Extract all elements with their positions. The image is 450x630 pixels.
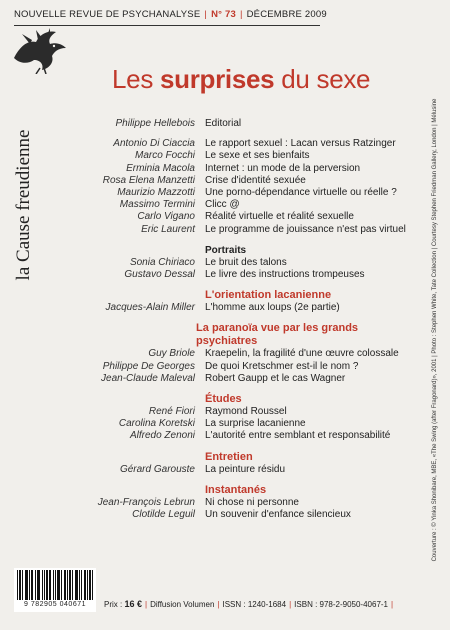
toc-article-title: Raymond Roussel — [205, 406, 287, 418]
header-separator: | — [239, 9, 243, 20]
footer: Prix : 16 € | Diffusion Volumen | ISSN : 1240-1684 | ISBN : 978-2-9050-4067-1 | — [104, 599, 394, 609]
toc-entry — [40, 257, 410, 269]
toc-entry — [40, 406, 410, 418]
toc-entry — [40, 211, 410, 223]
toc-author: Antonio Di Ciaccia — [113, 138, 195, 150]
toc-entry — [40, 430, 410, 442]
toc-article-title: Le bruit des talons — [205, 256, 287, 268]
toc-author: Gérard Garouste — [119, 463, 195, 475]
toc-article-title: Kraepelin, la fragilité d'une œuvre colossale — [205, 348, 399, 360]
toc-author: Guy Briole — [148, 348, 195, 360]
toc-article-title: Ni chose ni personne — [205, 496, 299, 508]
toc-entry — [40, 302, 410, 314]
toc-author: Erminia Macola — [126, 162, 195, 174]
side-credit — [426, 70, 444, 590]
vertical-journal-title — [12, 80, 36, 330]
toc-article-title: Robert Gaupp et le cas Wagner — [205, 372, 346, 384]
header-rule — [14, 25, 320, 26]
price-label: Prix : — [104, 600, 125, 609]
toc-article-title: Editorial — [205, 118, 242, 129]
toc-author: Sonia Chiriaco — [129, 256, 195, 268]
barcode — [14, 568, 96, 612]
toc-entry — [40, 418, 410, 430]
toc-entry — [40, 361, 410, 373]
toc-article-title: L'autorité entre semblant et responsabilité — [205, 430, 391, 442]
toc-author: Jacques-Alain Miller — [105, 302, 195, 314]
toc-entry — [40, 224, 410, 236]
issue-date: DÉCEMBRE 2009 — [246, 9, 327, 20]
toc-author: Eric Laurent — [141, 223, 195, 235]
toc-author: Carolina Koretski — [118, 418, 195, 430]
toc-article-title: Le programme de jouissance n'est pas virtuel — [205, 223, 406, 235]
isbn: ISBN : 978-2-9050-4067-1 — [294, 600, 389, 609]
toc-entry — [40, 464, 410, 476]
page-title: Les surprises du sexe — [112, 64, 371, 94]
toc-author: René Fiori — [148, 406, 195, 418]
barcode-number: 9 782905 040671 — [24, 601, 86, 608]
toc-entry — [40, 269, 410, 281]
side-credit-text: Couverture : © Yinka Shonibare, MBE, «The Swing (after Fragonard)», 2001 | Photo : Stephen White, Tate Collection | Courtesy Stephen Friedman Gallery, London | Mélusine — [432, 98, 438, 562]
journal-header — [14, 9, 327, 20]
toc-article-title: Le rapport sexuel : Lacan versus Ratzinger — [205, 138, 396, 150]
toc-article-title: La peinture résidu — [205, 463, 286, 475]
toc-article-title: De quoi Kretschmer est-il le nom ? — [205, 360, 359, 372]
toc-entry — [40, 175, 410, 187]
toc-author: Rosa Elena Manzetti — [102, 174, 195, 186]
toc-article-title: Un souvenir d'enfance silencieux — [205, 509, 351, 521]
toc-section — [40, 451, 410, 464]
toc-entry — [40, 150, 410, 162]
toc-article-title: Réalité virtuelle et réalité sexuelle — [205, 211, 354, 223]
toc-author: Philippe Hellebois — [115, 118, 195, 129]
toc-entry — [40, 509, 410, 521]
issue-number: N° 73 — [211, 9, 236, 20]
toc-section-heading: Entretien — [205, 450, 253, 463]
distribution: Diffusion Volumen — [150, 600, 215, 609]
toc-author: Jean-Claude Maleval — [101, 372, 195, 384]
toc-article-title: Crise d'identité sexuée — [205, 174, 306, 186]
price: 16 € — [124, 599, 142, 609]
toc-entry — [40, 199, 410, 211]
toc-section-heading: L'orientation lacanienne — [205, 289, 332, 302]
header-separator: | — [204, 9, 208, 20]
toc-entry — [40, 348, 410, 360]
barcode-bars — [17, 570, 93, 600]
toc-article-title: Clicc @ — [205, 199, 240, 211]
toc-article-title: Une porno-dépendance virtuelle ou réelle ? — [205, 187, 397, 199]
toc-section — [40, 393, 410, 406]
toc-author: Jean-François Lebrun — [97, 496, 195, 508]
toc-author: Carlo Vigano — [137, 211, 195, 223]
toc-section — [40, 244, 410, 257]
toc-author: Gustavo Dessal — [124, 269, 195, 281]
table-of-contents — [40, 118, 410, 521]
toc-author: Philippe De Georges — [102, 360, 195, 372]
toc-article-title: L'homme aux loups (2e partie) — [205, 302, 340, 314]
toc-author: Clotilde Leguil — [132, 509, 195, 521]
toc-author: Marco Focchi — [134, 150, 195, 162]
toc-section-heading: Portraits — [205, 244, 247, 256]
toc-gap — [40, 130, 410, 138]
toc-entry — [40, 163, 410, 175]
toc-entry — [40, 497, 410, 509]
toc-entry — [40, 118, 410, 130]
toc-article-title: La surprise lacanienne — [205, 418, 306, 430]
bird-logo-icon — [10, 28, 68, 74]
toc-article-title: Le livre des instructions trompeuses — [205, 269, 365, 281]
journal-name: NOUVELLE REVUE DE PSYCHANALYSE — [14, 9, 201, 20]
toc-section-heading: La paranoïa vue par les grands psychiatres — [196, 322, 359, 348]
vertical-title-text: la Cause freudienne — [13, 129, 34, 281]
toc-author: Alfredo Zenoni — [129, 430, 195, 442]
toc-entry — [40, 187, 410, 199]
toc-section-heading: Instantanés — [205, 483, 267, 496]
toc-section — [40, 322, 410, 348]
issn: ISSN : 1240-1684 — [222, 600, 287, 609]
toc-section — [40, 484, 410, 497]
toc-section-heading: Études — [205, 393, 242, 406]
toc-author: Massimo Termini — [119, 199, 195, 211]
toc-author: Maurizio Mazzotti — [117, 187, 195, 199]
toc-article-title: Le sexe et ses bienfaits — [205, 150, 310, 162]
toc-entry — [40, 138, 410, 150]
toc-article-title: Internet : un mode de la perversion — [205, 162, 361, 174]
toc-section — [40, 289, 410, 302]
toc-entry — [40, 373, 410, 385]
